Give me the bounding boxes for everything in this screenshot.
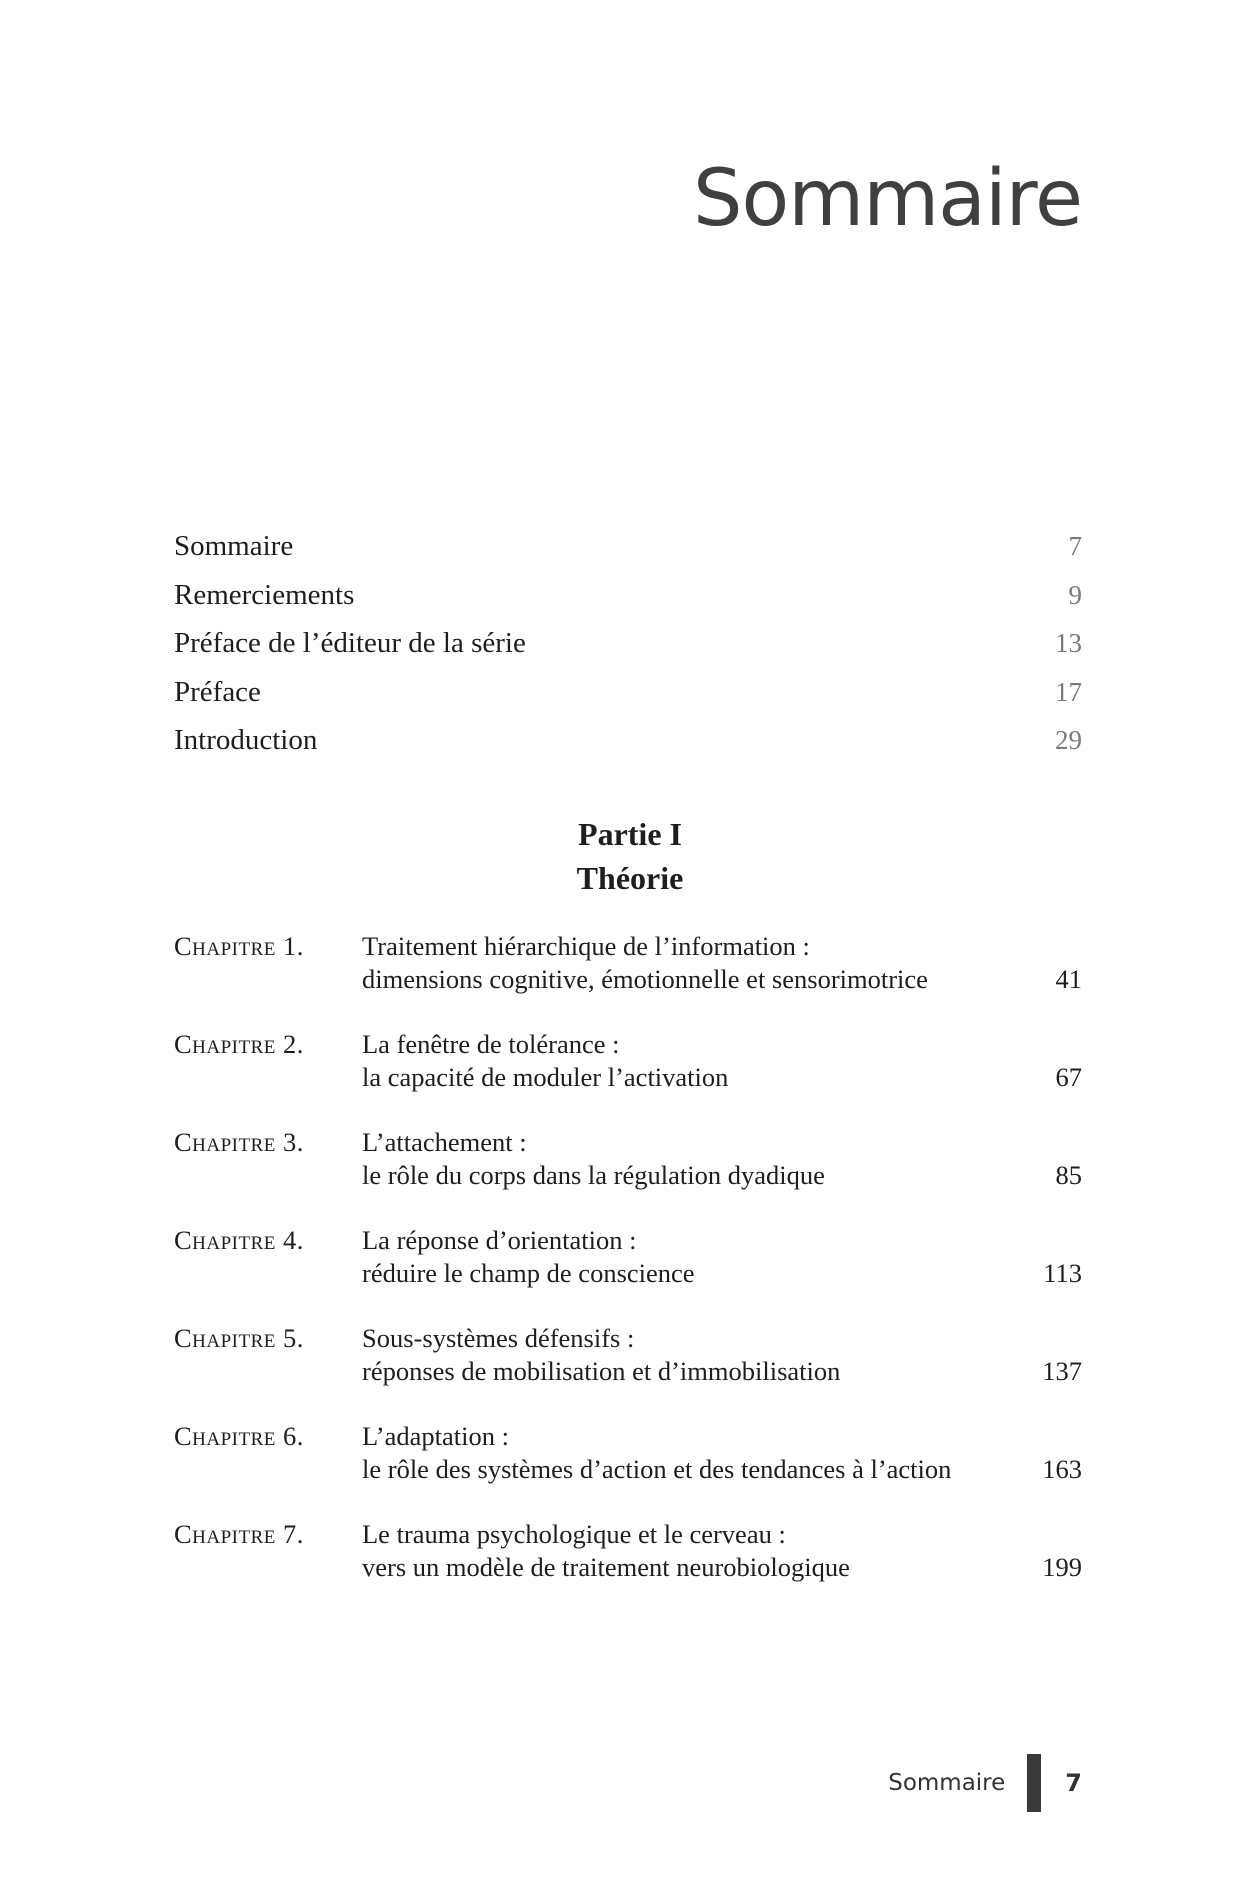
front-matter-list: [174, 530, 1082, 773]
chapter-subtitle: la capacité de moduler l’activation: [362, 1062, 729, 1092]
chapter-entry[interactable]: [174, 1126, 1082, 1224]
chapter-page: 41: [1055, 964, 1082, 994]
chapter-label: Chapitre 5.: [174, 1323, 304, 1353]
toc-entry-title: Sommaire: [174, 530, 294, 562]
toc-entry-page: 9: [1068, 579, 1082, 610]
chapter-subtitle: dimensions cognitive, émotionnelle et sensorimotrice: [362, 964, 928, 994]
chapter-entry[interactable]: [174, 930, 1082, 1028]
toc-entry[interactable]: [174, 676, 1082, 725]
chapter-title: L’adaptation :: [362, 1421, 509, 1451]
chapter-label: Chapitre 6.: [174, 1421, 304, 1451]
chapter-label: Chapitre 4.: [174, 1225, 304, 1255]
chapter-label: Chapitre 2.: [174, 1029, 304, 1059]
chapter-title: Sous-systèmes défensifs :: [362, 1323, 635, 1353]
chapter-page: 113: [1043, 1258, 1082, 1288]
toc-entry-title: Remerciements: [174, 578, 355, 611]
chapter-subtitle: le rôle du corps dans la régulation dyadique: [362, 1160, 825, 1190]
chapter-label: Chapitre 7.: [174, 1519, 304, 1549]
footer-divider: [1027, 1754, 1041, 1812]
toc-entry-title: Introduction: [174, 724, 318, 756]
toc-entry[interactable]: [174, 627, 1082, 676]
chapter-entry[interactable]: [174, 1322, 1082, 1420]
chapter-label: Chapitre 3.: [174, 1127, 304, 1157]
page-number: 7: [1065, 1769, 1082, 1797]
chapter-page: 199: [1042, 1552, 1082, 1582]
chapter-subtitle: le rôle des systèmes d’action et des tendances à l’action: [362, 1454, 952, 1484]
chapter-title: Traitement hiérarchique de l’information :: [362, 931, 810, 961]
part-heading: [0, 812, 1260, 900]
chapter-subtitle: vers un modèle de traitement neurobiologique: [362, 1552, 850, 1582]
chapter-label: Chapitre 1.: [174, 931, 304, 961]
chapter-page: 137: [1042, 1356, 1082, 1386]
page-footer: [888, 1754, 1082, 1812]
chapter-list: [174, 930, 1082, 1616]
chapter-page: 163: [1042, 1454, 1082, 1484]
part-label: Partie I: [578, 816, 682, 852]
chapter-title: Le trauma psychologique et le cerveau :: [362, 1519, 786, 1549]
chapter-entry[interactable]: [174, 1420, 1082, 1518]
chapter-subtitle: réponses de mobilisation et d’immobilisation: [362, 1356, 841, 1386]
chapter-entry[interactable]: [174, 1028, 1082, 1126]
part-title: Théorie: [576, 860, 684, 896]
toc-entry-page: 7: [1068, 531, 1082, 561]
toc-entry[interactable]: [174, 530, 1082, 579]
chapter-title: L’attachement :: [362, 1127, 527, 1157]
toc-entry-title: Préface: [174, 675, 261, 708]
chapter-title: La fenêtre de tolérance :: [362, 1029, 620, 1059]
chapter-title: La réponse d’orientation :: [362, 1225, 637, 1255]
running-title: Sommaire: [888, 1770, 1006, 1796]
chapter-page: 85: [1055, 1160, 1082, 1190]
toc-entry-page: 13: [1055, 628, 1082, 658]
page-title: Sommaire: [692, 154, 1082, 244]
toc-entry-page: 17: [1055, 676, 1082, 707]
chapter-entry[interactable]: [174, 1518, 1082, 1616]
toc-entry[interactable]: [174, 579, 1082, 628]
toc-entry-title: Préface de l’éditeur de la série: [174, 627, 526, 659]
chapter-subtitle: réduire le champ de conscience: [362, 1258, 695, 1288]
chapter-entry[interactable]: [174, 1224, 1082, 1322]
toc-entry-page: 29: [1055, 725, 1082, 755]
chapter-page: 67: [1055, 1062, 1082, 1092]
toc-entry[interactable]: [174, 724, 1082, 773]
